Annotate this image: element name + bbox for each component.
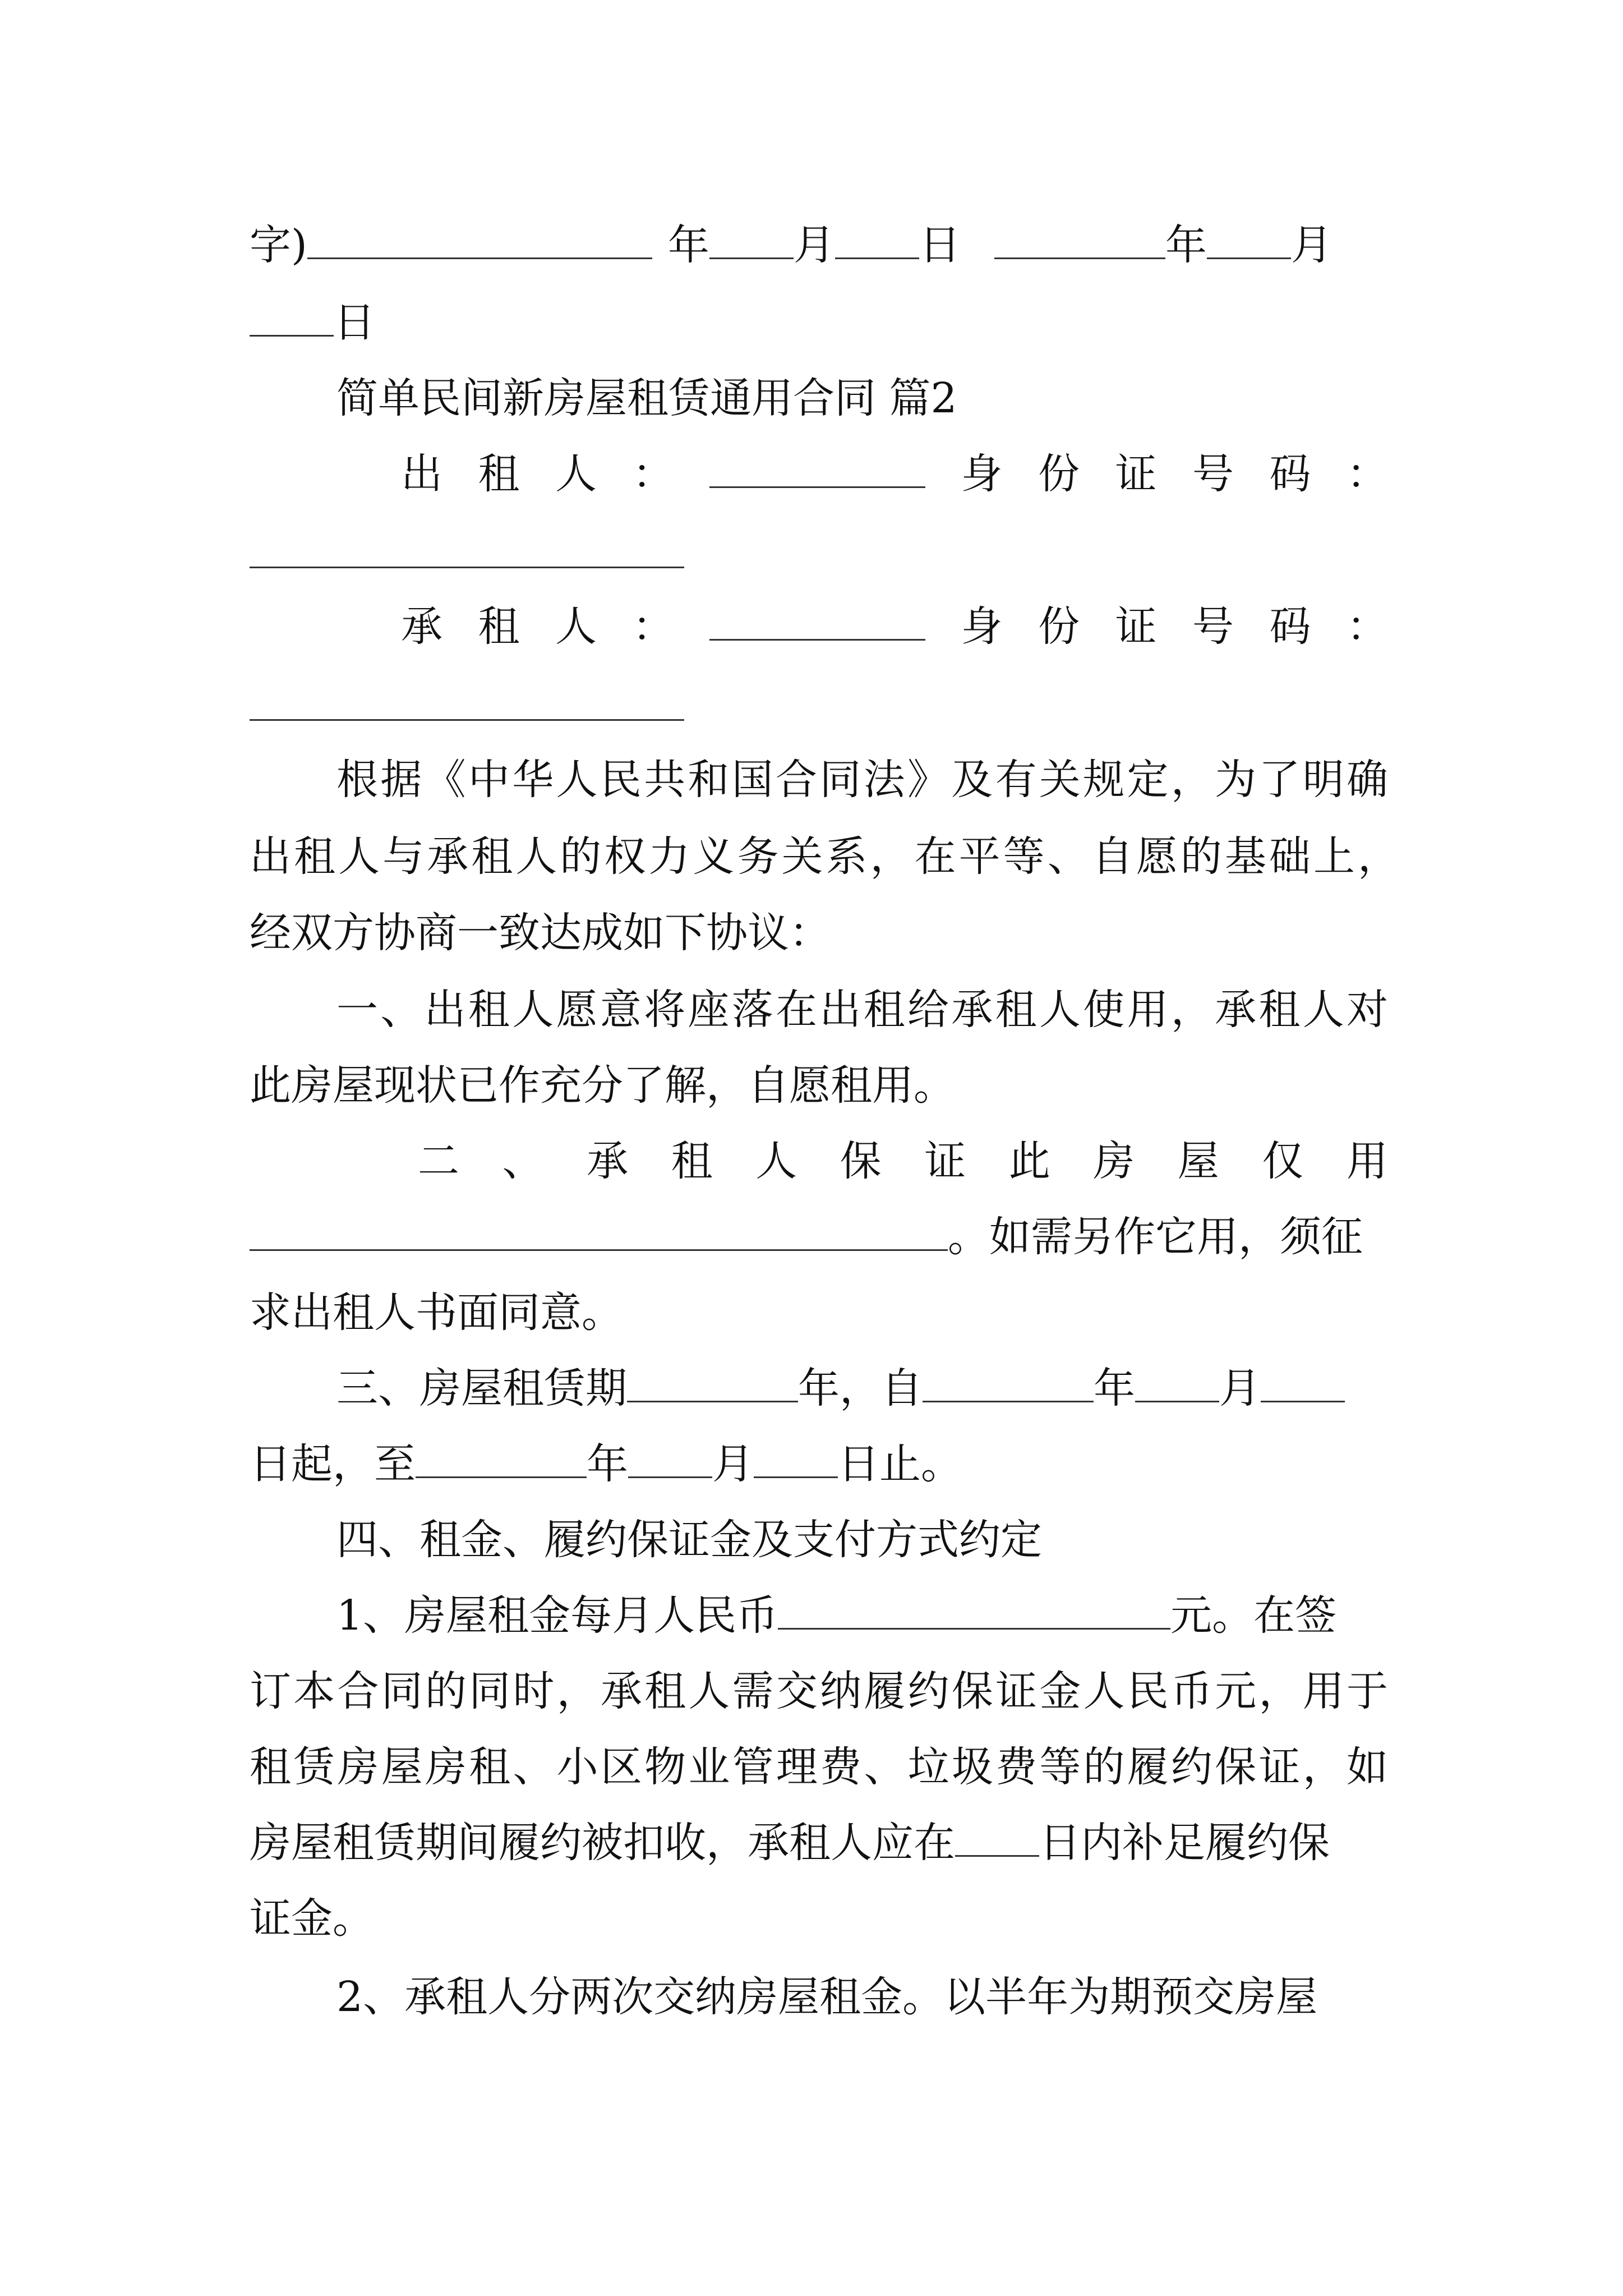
clause-4-line	[250, 1742, 1388, 1792]
clause-char: 二	[418, 1137, 459, 1185]
clause-text: 。如需另作它用，须征	[948, 1213, 1363, 1261]
lessee-label-char: 租	[478, 602, 520, 651]
rent-amount-blank	[778, 1591, 1170, 1630]
lessor-name-blank	[709, 449, 925, 488]
clause-text: 证金。	[250, 1894, 374, 1943]
section-title	[336, 373, 1122, 424]
lessor-id-char: 份	[1038, 450, 1080, 498]
intro-text: 经双方协商一致达成如下协议：	[250, 909, 831, 957]
clause-2-line	[418, 1136, 1388, 1186]
clause-char: 用	[1346, 1137, 1388, 1185]
clause-2-line	[250, 1212, 1388, 1262]
clause-text: 元。在签	[1170, 1591, 1337, 1640]
clause-text: 订本合同的同时，承租人需交纳履约保证金人民币元，用于	[250, 1667, 1388, 1715]
lessee-id-char: 份	[1038, 602, 1080, 651]
clause-2-line	[250, 1287, 1388, 1338]
lessee-id-char: 身	[961, 602, 1003, 651]
clause-char: 屋	[1177, 1137, 1219, 1185]
blank-line	[994, 220, 1165, 259]
lessee-line	[401, 601, 1388, 652]
lessee-id-char: 号	[1192, 602, 1234, 651]
lessee-label-char: 承	[401, 602, 442, 651]
blank-line	[307, 220, 652, 259]
text-fragment: 年	[667, 221, 709, 269]
end-day-blank	[754, 1439, 838, 1478]
start-month-blank	[1135, 1364, 1219, 1402]
clause-text: 年	[1094, 1364, 1135, 1412]
clause-char: 人	[755, 1137, 797, 1185]
clause-3-line	[250, 1439, 1388, 1489]
intro-line	[250, 908, 1388, 958]
clause-4-line	[250, 1666, 1388, 1717]
clause-4-line	[250, 1818, 1388, 1868]
start-year-blank	[923, 1364, 1094, 1402]
lessor-label-char: 人	[555, 450, 597, 498]
lessor-id-char: 号	[1192, 450, 1234, 498]
text-fragment: 年	[1165, 221, 1207, 269]
lessor-id-char: 身	[961, 450, 1003, 498]
intro-line	[250, 831, 1399, 882]
blank-line	[709, 220, 794, 259]
start-day-blank	[1261, 1364, 1345, 1402]
clause-char: 租	[671, 1137, 713, 1185]
lessee-id-char: 码	[1269, 602, 1311, 651]
lessor-label-char: 租	[478, 450, 520, 498]
clause-text: 2、承租人分两次交纳房屋租金。以半年为期预交房屋	[336, 1973, 1318, 2021]
clause-text: 日内补足履约保	[1039, 1819, 1330, 1867]
blank-line	[250, 298, 334, 337]
lessor-label-char: 出	[401, 450, 442, 498]
text-fragment: 日	[334, 298, 375, 347]
usage-blank	[250, 1212, 948, 1251]
replenish-days-blank	[955, 1818, 1039, 1857]
clause-char: 承	[587, 1137, 629, 1185]
clause-3-line	[336, 1363, 1388, 1414]
clause-1-line	[250, 1060, 1388, 1111]
clause-char: 此	[1008, 1137, 1050, 1185]
clause-1-line	[336, 984, 1388, 1035]
clause-text: 月	[712, 1440, 754, 1488]
clause-text: 1、房屋租金每月人民币	[336, 1591, 778, 1640]
lessee-name-blank	[709, 602, 925, 641]
clause-text: 三、房屋租赁期	[336, 1364, 627, 1412]
clause-char: 仅	[1262, 1137, 1304, 1185]
section-title-text: 简单民间新房屋租赁通用合同 篇2	[336, 374, 957, 422]
text-fragment: 月	[793, 221, 835, 269]
end-year-blank	[416, 1439, 587, 1478]
lessee-label-char: ：	[632, 602, 674, 651]
lessee-id-char: ：	[1347, 602, 1388, 651]
lessee-id-char: 证	[1115, 602, 1157, 651]
clause-4-line	[250, 1893, 1388, 1944]
lessor-id-char: 码	[1269, 450, 1311, 498]
lessor-id-char: ：	[1347, 450, 1388, 498]
clause-char: 房	[1093, 1137, 1135, 1185]
signature-date-line	[250, 220, 1388, 270]
end-month-blank	[628, 1439, 712, 1478]
clause-text: 年	[587, 1440, 628, 1488]
intro-text: 出租人与承租人的权力义务关系，在平等、自愿的基础上，	[250, 832, 1399, 881]
clause-text: 租赁房屋房租、小区物业管理费、垃圾费等的履约保证，如	[250, 1743, 1388, 1791]
blank-line	[1207, 220, 1291, 259]
lessor-line	[401, 449, 1388, 499]
text-fragment: 字)	[250, 221, 307, 269]
clause-4-line	[336, 1972, 1388, 2022]
clause-text: 四、租金、履约保证金及支付方式约定	[336, 1516, 1042, 1564]
clause-char: 、	[502, 1137, 544, 1185]
lessor-id-blank	[250, 567, 684, 568]
clause-text: 日止。	[838, 1440, 962, 1488]
intro-text: 根据《中华人民共和国合同法》及有关规定，为了明确	[336, 756, 1388, 804]
lessor-id-char: 证	[1115, 450, 1157, 498]
lessee-label-char: 人	[555, 602, 597, 651]
clause-text: 一、出租人愿意将座落在出租给承租人使用，承租人对	[336, 986, 1388, 1034]
signature-date-line-continued	[250, 297, 1388, 348]
lessee-id-blank	[250, 719, 684, 721]
term-years-blank	[627, 1364, 798, 1402]
clause-4-line	[336, 1590, 1388, 1641]
blank-line	[835, 220, 919, 259]
intro-line	[336, 754, 1388, 805]
clause-text: 月	[1219, 1364, 1261, 1412]
clause-text: 房屋租赁期间履约被扣收，承租人应在	[250, 1819, 955, 1867]
clause-4-title	[336, 1515, 1388, 1565]
clause-text: 求出租人书面同意。	[250, 1289, 623, 1337]
text-fragment: 日	[919, 221, 961, 269]
text-fragment: 月	[1290, 221, 1332, 269]
lessor-label-char: ：	[632, 450, 674, 498]
clause-char: 证	[924, 1137, 966, 1185]
clause-text: 此房屋现状已作充分了解，自愿租用。	[250, 1061, 955, 1110]
clause-text: 年，自	[798, 1364, 923, 1412]
clause-char: 保	[840, 1137, 882, 1185]
clause-text: 日起，至	[250, 1440, 416, 1488]
